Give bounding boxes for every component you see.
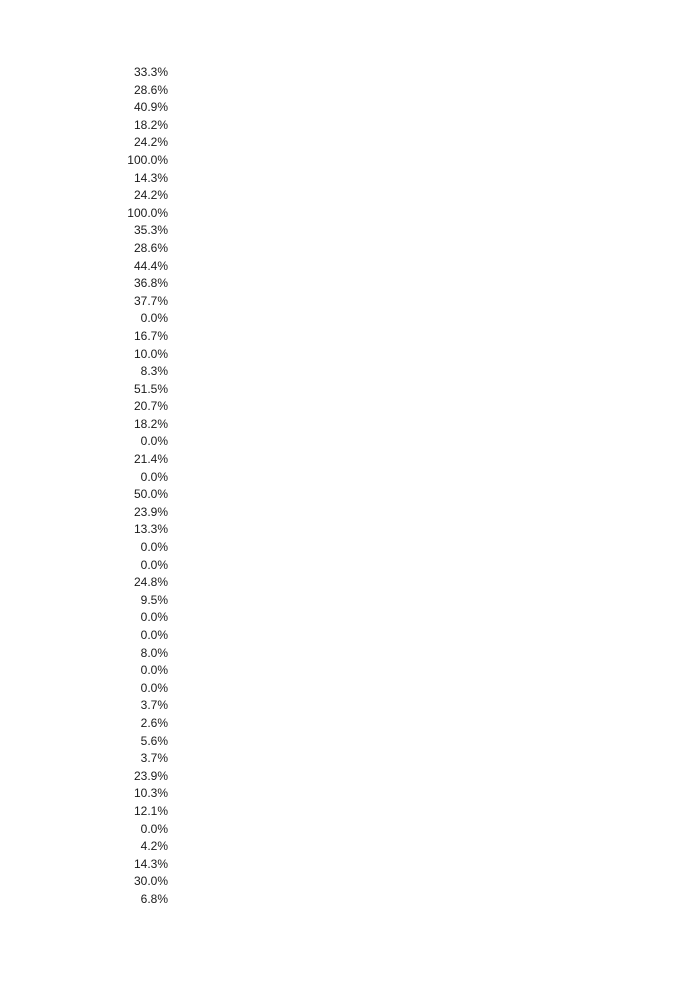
percentage-cell: 14.3% — [133, 170, 168, 185]
percentage-cell: 8.0% — [140, 645, 168, 660]
percentage-cell: 28.6% — [133, 240, 168, 255]
percentage-cell: 18.2% — [133, 416, 168, 431]
percentage-cell: 9.5% — [140, 592, 168, 607]
percentage-cell: 35.3% — [133, 223, 168, 238]
percentage-cell: 24.8% — [133, 575, 168, 590]
percentage-cell: 30.0% — [133, 874, 168, 889]
percentage-cell: 23.9% — [133, 504, 168, 519]
percentage-cell: 36.8% — [133, 276, 168, 291]
percentage-cell: 2.6% — [140, 715, 168, 730]
percentage-cell: 14.3% — [133, 856, 168, 871]
percentage-cell: 40.9% — [133, 100, 168, 115]
percentage-cell: 24.2% — [133, 188, 168, 203]
percentage-cell: 16.7% — [133, 328, 168, 343]
percentage-cell: 51.5% — [133, 381, 168, 396]
percentage-cell: 21.4% — [133, 452, 168, 467]
percentage-cell: 0.0% — [140, 680, 168, 695]
percentage-cell: 12.1% — [133, 803, 168, 818]
percentage-cell: 0.0% — [140, 663, 168, 678]
percentage-cell: 10.3% — [133, 786, 168, 801]
percentage-column — [110, 64, 168, 909]
percentage-cell: 0.0% — [140, 434, 168, 449]
percentage-cell: 28.6% — [133, 82, 168, 97]
percentage-cell: 3.7% — [140, 751, 168, 766]
percentage-cell: 100.0% — [127, 205, 168, 220]
percentage-cell: 50.0% — [133, 487, 168, 502]
percentage-cell: 44.4% — [133, 258, 168, 273]
percentage-cell: 33.3% — [133, 65, 168, 79]
percentage-cell: 10.0% — [133, 346, 168, 361]
percentage-cell: 0.0% — [140, 628, 168, 642]
percentage-cell: 24.2% — [133, 135, 168, 150]
percentage-cell: 37.7% — [133, 293, 168, 308]
percentage-cell: 8.3% — [140, 364, 168, 379]
percentage-cell: 6.8% — [140, 891, 168, 906]
percentage-cell: 0.0% — [140, 821, 168, 836]
percentage-cell: 5.6% — [140, 733, 168, 748]
percentage-cell: 13.3% — [133, 522, 168, 537]
percentage-cell: 100.0% — [127, 152, 168, 167]
percentage-cell: 0.0% — [140, 469, 168, 484]
percentage-cell: 20.7% — [133, 399, 168, 414]
percentage-cell: 0.0% — [140, 557, 168, 572]
percentage-cell: 0.0% — [140, 540, 168, 555]
percentage-cell: 18.2% — [133, 117, 168, 132]
percentage-cell: 0.0% — [140, 610, 168, 625]
percentage-cell: 23.9% — [133, 768, 168, 783]
percentage-cell: 4.2% — [140, 839, 168, 854]
percentage-cell: 0.0% — [140, 311, 168, 326]
percentage-cell: 3.7% — [140, 698, 168, 713]
